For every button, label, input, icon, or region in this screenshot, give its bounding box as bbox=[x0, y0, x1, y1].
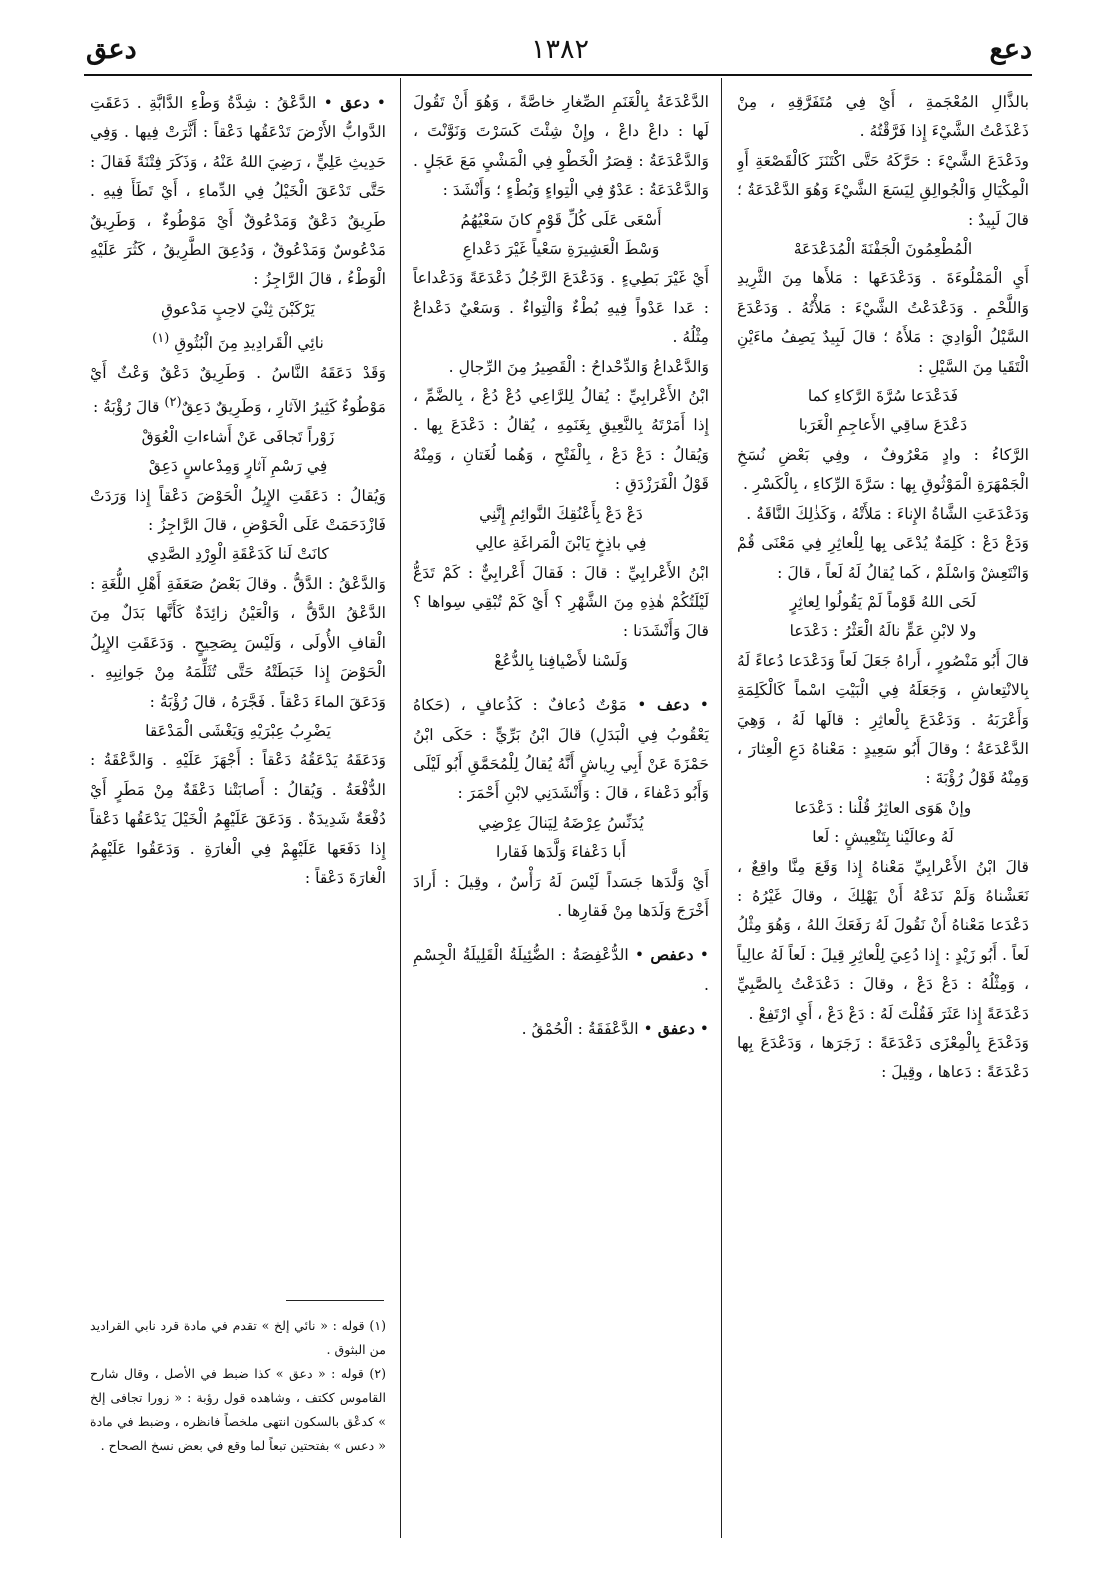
entry-headword: دعفق bbox=[657, 1019, 695, 1039]
entry-headword: دعفص bbox=[650, 945, 694, 965]
verse: زَوْراً تَجافَى عَنْ أَشاءاتِ الْعُوَقْ bbox=[141, 427, 335, 446]
verse: وإنْ هَوَى العاثِرُ قُلْنا : دَعْدَعا bbox=[794, 798, 972, 817]
paragraph: وَالدَّعْقُ : الدَّقُّ . وقالَ بَعْضُ صَعَفَةِ أَهْلِ اللُّغَةِ : الدَّعْقُ الدَّقُّ ، وَالْعَيْنُ زائِدَةٌ كَأَنَّها بَدَلٌ مِنَ الْقافِ الأُولَى ، وَلَيْسَ بِصَحِيحٍ . وَدَعَقَتِ الإِبِلُ الْحَوْضَ إِذا خَبَطَتْهُ حَتَّى تُثَلِّمَهُ مِنْ جَوانِبِهِ . وَدَعَقَ الماءَ دَعْقاً . فَجَّرَهُ ، قالَ رُؤْبَةُ : bbox=[90, 574, 386, 711]
header-rule bbox=[84, 74, 1032, 76]
column-divider-right bbox=[721, 78, 722, 1538]
footnote-ref: (١) bbox=[152, 331, 170, 347]
paragraph: قالَ ابْنُ الأَعْرابِيِّ مَعْناهُ إِذا وَقَعَ مِنَّا واقِعٌ ، نَعَشْناهُ وَلَمْ نَدَعْهُ أَنْ يَهْلِكَ ، وقالَ غَيْرُهُ : دَعْدَعا مَعْناهُ أَنْ نَقُولَ لَهُ رَفَعَكَ اللهُ ، وَهُوَ مِثْلُ لَعاً . أَبُو زَيْدٍ : إِذا دُعِيَ لِلْعاثِرِ قِيلَ : لَعاً لَهُ عالِياً ، وَمِثْلُهُ : دَعْ دَعْ ، وقالَ : دَعْدَعْتُ بِالصَّبِيِّ دَعْدَعَةً إِذا عَثَرَ فَقُلْتَ لَهُ : دَعْ دَعْ ، أَيِ ارْتَفِعْ . bbox=[737, 857, 1029, 1023]
paragraph: أَيْ غَيْرَ بَطِيءٍ . وَدَعْدَعَ الرَّجُلُ دَعْدَعَةً وَدَعْداعاً : عَدا عَدْواً فِيهِ بُطْءٌ وَالْتِواءٌ . وَسَعْيٌ دَعْداعٌ مِثْلُهُ . bbox=[413, 269, 709, 347]
entry-text: الدَّعْفَقَةُ : الْحُمْقُ . bbox=[521, 1020, 639, 1039]
verse: وَسْطَ الْعَشِيرَةِ سَعْياً غَيْرَ دَعْداعِ bbox=[462, 240, 660, 259]
paragraph: ابْنُ الأَعْرابِيِّ : يُقالُ لِلرَّاعِي دُعْ دُعْ ، بِالضَّمِّ ، إِذا أَمَرْتَهُ بِالنَّعِيقِ بِغَنَمِهِ ، يُقالُ : دَعْدَعَ بِها . وَيُقالُ : دَعْ دَعْ ، بِالْفَتْحِ ، وَهُما لُغَتانِ ، وَمِنْهُ قَوْلُ الْفَرَزْدَقِ : bbox=[413, 387, 709, 494]
paragraph: وَالدَّعْداعُ وَالدِّحْداحُ : الْقَصِيرُ مِنَ الرِّجالِ . bbox=[448, 357, 709, 376]
entry-dofs: • دعفص • الدُّعْفِصَةُ : الضُّئِيلَةُ الْقَلِيلَةُ الْجِسْمِ . bbox=[413, 945, 709, 994]
paragraph: بالذَّالِ المُعْجَمةِ ، أَيْ فِي مُتَفَرَّقِهِ ، مِنْ ذَعْذَعْتُ الشَّيْءَ إِذا فَرَّقْتُهُ . bbox=[737, 93, 1029, 141]
verse: لَهُ وعالَيْنا بِتَنْعِيشٍ : لَعا bbox=[812, 828, 954, 847]
footnote-rule bbox=[286, 1300, 384, 1301]
verse bbox=[90, 324, 386, 359]
verse: كانَتْ لَنا كَدَعْقَةِ الْوِرْدِ الصَّدِي bbox=[147, 545, 329, 564]
verse: فَدَعْدَعا سُرَّةَ الرَّكاءِ كما bbox=[807, 387, 959, 406]
verse: فِي رَسْمِ آثارٍ وَمِدْعاسٍ دَعِقْ bbox=[148, 457, 328, 476]
paragraph: وَيُقالُ : دَعَقَتِ الإِبِلُ الْحَوْضَ دَعْقاً إِذا وَرَدَتْ فَازْدَحَمَتْ عَلَى الْحَوْضِ ، قالَ الرَّاجِزُ : bbox=[90, 486, 386, 535]
header-entry-word-left: دعق bbox=[86, 34, 137, 65]
verse: يَضْرِبُ عِبْرَيْهِ وَيَغْشَى الْمَدْعَقا bbox=[145, 721, 331, 740]
paragraph-text: وَقَدْ دَعَقَهُ النَّاسُ . وَطَرِيقٌ دَعْقٌ وَعْثٌ أَيْ مَوْطُوءٌ كَثِيرُ الآثارِ ، وَطَرِيقٌ دَعِقٌ bbox=[90, 363, 386, 417]
paragraph: أَيْ وَلَّدَها جَسَداً لَيْسَ لَهُ رَأْسٌ ، وقِيلَ : أَرادَ أَخْرَجَ وَلَدَها مِنْ فَقارِها . bbox=[413, 872, 709, 920]
verse: ولا لابْنِ عَمٍّ نالَهُ الْعَثْرُ : دَعْدَعا bbox=[789, 622, 977, 641]
entry-text: الدُّعْفِصَةُ : الضُّئِيلَةُ الْقَلِيلَةُ الْجِسْمِ . bbox=[413, 946, 709, 994]
paragraph: وَدَعْدَعَتِ الشَّاةُ الإِناءَ : مَلأَتْهُ ، وَكَذٰلِكَ النَّاقَةُ . bbox=[746, 504, 1029, 523]
footnote: (١) قوله : « نائي إلخ » تقدم في مادة قرد نابي القراديد من البثوق . bbox=[90, 1318, 386, 1357]
paragraph: قالَ أَبُو مَنْصُورٍ ، أَراهُ جَعَلَ لَعاً وَدَعْدَعا دُعاءً لَهُ بِالانْتِعاشِ ، وَجَعَلَهُ فِي الْبَيْتِ اسْماً كَالْكَلِمَةِ وَأَعْرَبَهُ . وَدَعْدَعَ بِالْعاثِرِ : قالَها لَهُ ، وَهِيَ الدَّعْدَعَةُ ؛ وقالَ أَبُو سَعِيدٍ : مَعْناهُ دَعِ الْعِثارَ ، وَمِنْهُ قَوْلُ رُؤْبَةَ : bbox=[737, 651, 1029, 788]
paragraph: وَدَعَقَهُ يَدْعَقُهُ دَعْقاً : أَجْهَزَ عَلَيْهِ . وَالدَّعْقَةُ : الدُّفْعَةُ . وَيُقالُ : أَصابَتْنا دَعْقَةٌ مِنْ مَطَرٍ أَيْ دُفْعَةٌ شَدِيدَةٌ . وَدَعَقَ عَلَيْهِمُ الْخَيْلَ يَدْعَقُها دَعْقاً إِذا دَفَعَها عَلَيْهِمْ فِي الْغارَةِ . وَدَعَقُوا عَلَيْهِمُ الْغارَةَ دَعْقاً : bbox=[90, 751, 386, 887]
verse: الْمُطْعِمُونَ الْجَفْنَةَ الْمُدَعْدَعَهْ bbox=[793, 240, 973, 259]
entry-headword: دعق bbox=[340, 93, 370, 112]
paragraph-text: قالَ رُؤْبَةُ : bbox=[92, 398, 160, 417]
paragraph: وَدَعْ دَعْ : كَلِمَةٌ يُدْعَى بِها لِلْعاثِرِ فِي مَعْنَى قُمْ وَانْتَعِشْ وَاسْلَمْ ، كَما يُقالُ لَهُ لَعاً ، قالَ : bbox=[737, 534, 1029, 582]
column-left bbox=[90, 88, 386, 1268]
entry-gap bbox=[413, 926, 709, 940]
verse: وَلَسْنا لأَضْيافِنا بِالدُّعُعْ bbox=[494, 651, 628, 670]
paragraph: أَيِ الْمَمْلُوءَةَ . وَدَعْدَعَها : مَلأَها مِنَ الثَّرِيدِ وَاللَّحْمِ . وَدَعْدَعْتُ الشَّيْءَ : مَلأْتُهُ . وَدَعْدَعَ السَّيْلُ الْوَادِيَ : مَلأَهُ ؛ قالَ لَبِيدٌ يَصِفُ ماءَيْنِ الْتَقَيا مِنَ السَّيْلِ : bbox=[737, 269, 1029, 376]
entry-dof: • دعف • مَوْتٌ دُعافٌ : كَذُعافٍ ، (حَكاهُ يَعْقُوبُ فِي الْبَدَلِ) قالَ ابْنُ بَرِّيٍّ : حَكَى ابْنُ حَمْزَةَ عَنْ أَبِي رِياشٍ أَنَّهُ يُقالُ لِلْمُحَمَّقِ أَبُو لَيْلَى وَأَبُو دَعْفاءَ ، قالَ : وَأَنْشَدَنِي لابْنِ أَحْمَرَ : bbox=[413, 695, 709, 803]
verse: أَسْعَى عَلَى كُلِّ قَوْمٍ كانَ سَعْيُهُمُ bbox=[460, 210, 662, 229]
verse: لَحَى اللهُ قَوْماً لَمْ يَقُولُوا لِعاثِرٍ bbox=[789, 592, 977, 611]
verse: دَعْ دَعْ بِأَعْنُقِكَ النَّوائِمِ إِنَّنِي bbox=[479, 504, 643, 523]
page-number: ١٣٨٢ bbox=[530, 34, 589, 65]
entry-gap bbox=[413, 1000, 709, 1014]
entry-headword: دعف bbox=[656, 695, 690, 715]
paragraph: وَدَعْدَعَ بِالْمِعْزَى دَعْدَعَةً : زَجَرَها ، وَدَعْدَعَ بِها دَعْدَعَةً : دَعاها ، وقِيلَ : bbox=[737, 1034, 1029, 1082]
paragraph: الدَّعْدَعَةُ بِالْغَنَمِ الصِّغارِ خاصَّةً ، وَهُوَ أَنْ تَقُولَ لَها : داعْ داعْ ، وإِنْ شِئْتَ كَسَرْتَ وَنَوَّنْتَ ، وَالدَّعْدَعَةُ : قِصَرُ الْخَطْوِ فِي الْمَشْيِ مَعَ عَجَلٍ . وَالدَّعْدَعَةُ : عَدْوٌ فِي الْتِواءٍ وَبُطْءٍ ؛ وَأَنْشَدَ : bbox=[413, 93, 709, 200]
column-divider-left bbox=[400, 78, 401, 1538]
verse: أَبا دَعْفاءَ وَلَّدَها فَقارا bbox=[496, 843, 626, 862]
entry-dofq: • دعفق • الدَّعْفَقَةُ : الْحُمْقُ . bbox=[521, 1019, 709, 1039]
footnotes bbox=[90, 1314, 386, 1458]
verse: يُدَنِّسُ عِرْضَهُ لِيَنالَ عِرْضِي bbox=[478, 813, 644, 832]
column-middle bbox=[413, 88, 709, 1548]
verse: يَرْكَبْنَ ثِنْيَ لاحِبٍ مَدْعوقِ bbox=[161, 299, 315, 318]
column-right bbox=[737, 88, 1029, 1548]
footnote-ref: (٢) bbox=[164, 395, 182, 411]
entry-text: مَوْتٌ دُعافٌ : كَذُعافٍ ، (حَكاهُ يَعْقُوبُ فِي الْبَدَلِ) قالَ ابْنُ بَرِّيٍّ : حَكَى ابْنُ حَمْزَةَ عَنْ أَبِي رِياشٍ أَنَّهُ يُقالُ لِلْمُحَمَّقِ أَبُو لَيْلَى وَأَبُو دَعْفاءَ ، قالَ : وَأَنْشَدَنِي لابْنِ أَحْمَرَ : bbox=[413, 696, 709, 803]
entry-doq: • دعق • الدَّعْقُ : شِدَّةُ وَطْءِ الدَّابَّةِ . دَعَقَتِ الدَّوابُّ الأَرْضَ تَدْعَقُها دَعْقاً : أَثَّرَتْ فِيها . وَفِي حَدِيثِ عَلِيٍّ ، رَضِيَ اللهُ عَنْهُ ، وَذَكَرَ فِتْنَةً فَقالَ : حَتَّى تَدْعَقَ الْخَيْلُ فِي الدِّماءِ ، أَيْ تَطَأَ فِيهِ . طَرِيقٌ دَعْقٌ وَمَدْعُوقٌ أَيْ مَوْطُوءٌ ، وَطَرِيقٌ مَدْعُوسٌ وَمَدْعُوقٌ ، وَدُعِقَ الطَّرِيقُ ، كَثُرَ عَلَيْهِ الْوَطْءُ ، قالَ الرَّاجِزُ : bbox=[90, 93, 386, 289]
header-entry-word-right: دعع bbox=[989, 34, 1032, 65]
entry-gap bbox=[413, 676, 709, 690]
entry-text: الدَّعْقُ : شِدَّةُ وَطْءِ الدَّابَّةِ . دَعَقَتِ الدَّوابُّ الأَرْضَ تَدْعَقُها دَعْقاً : أَثَّرَتْ فِيها . وَفِي حَدِيثِ عَلِيٍّ ، رَضِيَ اللهُ عَنْهُ ، وَذَكَرَ فِتْنَةً فَقالَ : حَتَّى تَدْعَقَ الْخَيْلُ فِي الدِّماءِ ، أَيْ تَطَأَ فِيهِ . طَرِيقٌ دَعْقٌ وَمَدْعُوقٌ أَيْ مَوْطُوءٌ ، وَطَرِيقٌ مَدْعُوسٌ وَمَدْعُوقٌ ، وَدُعِقَ الطَّرِيقُ ، كَثُرَ عَلَيْهِ الْوَطْءُ ، قالَ الرَّاجِزُ : bbox=[90, 94, 386, 289]
paragraph: ابْنُ الأَعْرابِيِّ : قالَ : فَقالَ أَعْرابِيٌّ : كَمْ تَدَعُّ لَيْلَتُكُمْ هٰذِهِ مِنَ الشَّهْرِ ؟ أَيْ كَمْ تُبْقِي سِواها ؟ قالَ وَأَنْشَدَنا : bbox=[413, 563, 709, 641]
paragraph bbox=[90, 359, 386, 423]
paragraph: الرَّكاءُ : وادٍ مَعْرُوفٌ ، وفِي بَعْضِ نُسَخِ الْجَمْهَرَةِ الْمَوْثُوقِ بِها : سَرَّةَ الرِّكاءِ ، بِالْكَسْرِ . bbox=[737, 445, 1029, 494]
verse: دَعْدَعَ ساقِي الأَعاجِمِ الْغَرَبا bbox=[798, 416, 968, 435]
paragraph: ودَعْدَعَ الشَّيْءَ : حَرَّكَهُ حَتَّى اكْتَنَزَ كَالْقَصْعَةِ أَوِ الْمِكْيَالِ وَالْجُوالِقِ لِيَسَعَ الشَّيْءَ وَهُوَ الدَّعْدَعَةُ ؛ قالَ لَبِيدٌ : bbox=[737, 151, 1029, 229]
verse-text: نائِي الْقَرادِيدِ مِنَ الْبُثُوقِ bbox=[174, 334, 324, 353]
footnote: (٢) قوله : « دعق » كذا ضبط في الأصل ، وقال شارح القاموس ككتف ، وشاهده قول رؤبة : « زورا تجافى إلخ » كدعْق بالسكون انتهى ملخصاً فانظره ، وضبط في مادة « دعس » بفتحتين تبعاً لما وقع في بعض نسخ الصحاح . bbox=[90, 1366, 386, 1453]
verse: فِي باذِخٍ يَابْنَ الْمَراغَةِ عالِي bbox=[475, 534, 647, 553]
